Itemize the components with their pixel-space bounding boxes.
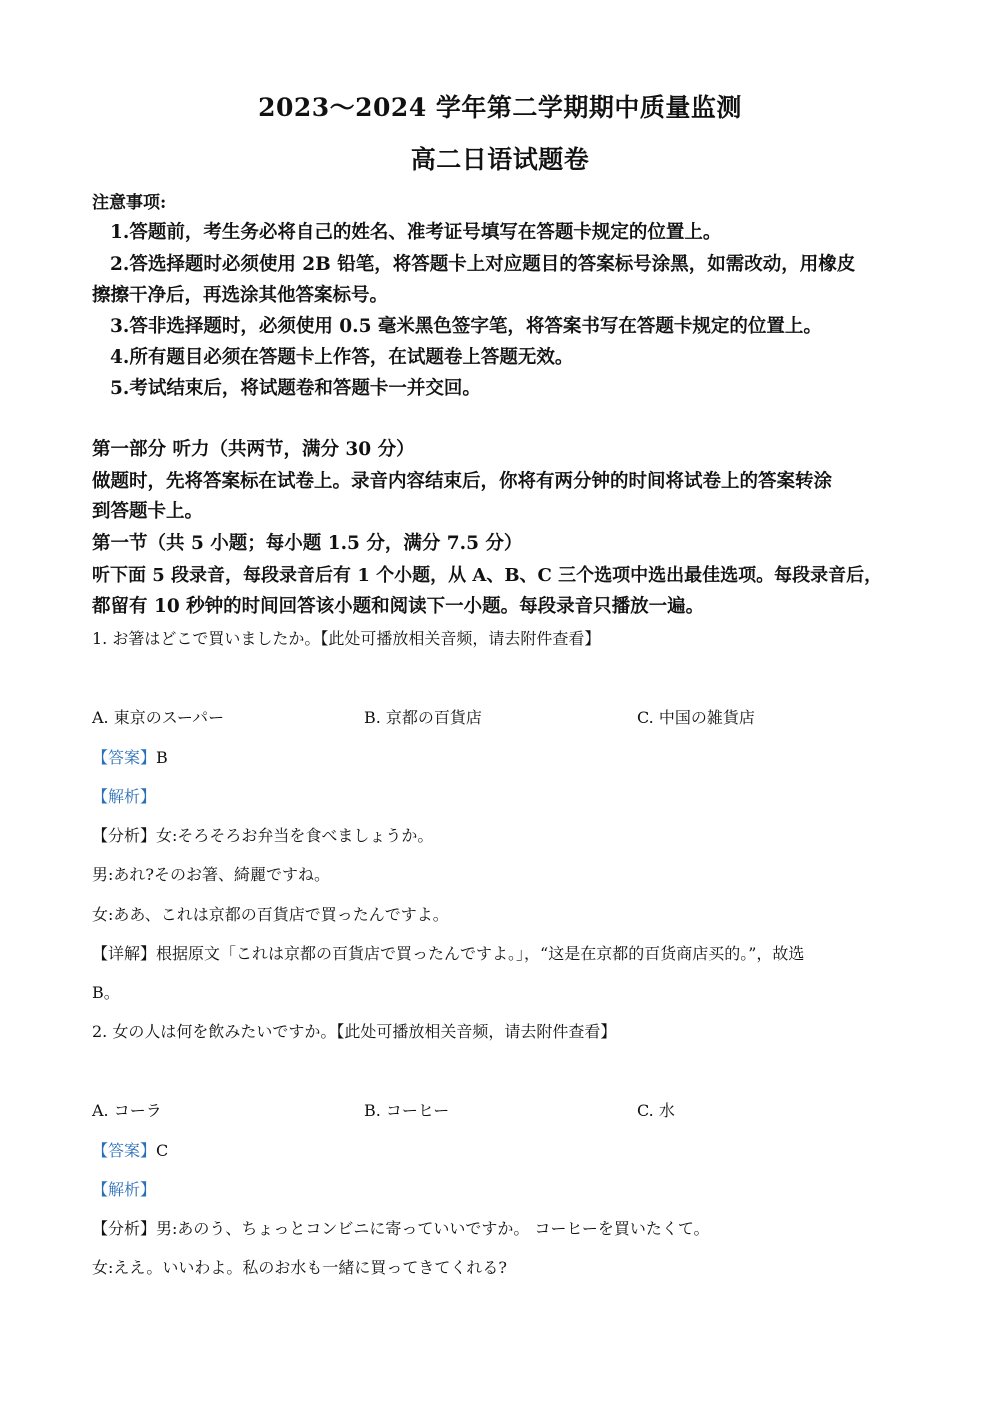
q2-option-c: C. 水 [637,1101,675,1120]
q1-option-a: A. 東京のスーパー [92,708,225,727]
question-2: 2. 女の人は何を飲みたいですか。【此处可播放相关音频，请去附件查看】 [92,1022,617,1041]
dialogue-line: 男:あのう、ちょっとコンビニに寄っていいですか。 コーヒーを買いたくて。 [156,1219,710,1238]
detail-tag: 【详解】 [92,944,157,963]
dialogue-line: 女:ええ。いいわよ。私のお水も一緒に買ってきてくれる? [92,1258,507,1277]
section1-instruction: 都留有 10 秒钟的时间回答该小题和阅读下一小题。每段录音只播放一遍。 [92,596,705,617]
note-item: 4.所有题目必须在答题卡上作答，在试题卷上答题无效。 [110,347,574,368]
section1-instruction: 听下面 5 段录音，每段录音后有 1 个小题，从 A、B、C 三个选项中选出最佳选项。每段录音后， [92,565,883,586]
q1-detail-cont: B。 [92,983,120,1002]
q1-option-c: C. 中国の雑貨店 [637,708,755,727]
fenxi-tag: 【分析】 [92,1219,157,1238]
part1-instruction: 做题时，先将答案标在试卷上。录音内容结束后，你将有两分钟的时间将试卷上的答案转涂 [92,471,833,492]
note-item: 1.答题前，考生务必将自己的姓名、准考证号填写在答题卡规定的位置上。 [110,222,722,243]
q2-option-b: B. コーヒー [364,1101,450,1120]
dialogue-line: 女:ああ、これは京都の百貨店で買ったんですよ。 [92,905,449,924]
q2-analysis-tag: 【解析】 [92,1180,157,1199]
q2-fenxi [92,1216,710,1239]
answer-tag: 【答案】 [92,748,157,767]
q2-answer [92,1138,168,1161]
question-1: 1. お箸はどこで買いましたか。【此处可播放相关音频，请去附件查看】 [92,629,601,648]
q1-detail [92,941,804,964]
q1-answer [92,745,168,768]
q1-fenxi [92,823,433,846]
section1-heading: 第一节（共 5 小题；每小题 1.5 分，满分 7.5 分） [92,533,523,554]
note-item: 擦擦干净后，再选涂其他答案标号。 [92,285,389,306]
note-item: 2.答选择题时必须使用 2B 铅笔，将答题卡上对应题目的答案标号涂黑，如需改动，用橡皮 [110,254,856,275]
detail-text: 根据原文「これは京都の百貨店で買ったんですよ。」，“这是在京都的百货商店买的。”，故选 [156,944,805,963]
dialogue-line: 女:そろそろお弁当を食べましょうか。 [156,826,434,845]
fenxi-tag: 【分析】 [92,826,157,845]
part1-instruction: 到答题卡上。 [92,501,204,522]
part1-heading: 第一部分 听力（共两节，满分 30 分） [92,439,415,460]
note-item: 3.答非选择题时，必须使用 0.5 毫米黑色签字笔，将答案书写在答题卡规定的位置上。 [110,316,822,337]
q1-option-b: B. 京都の百貨店 [364,708,482,727]
answer-tag: 【答案】 [92,1141,157,1160]
exam-subtitle: 高二日语试题卷 [410,145,590,174]
exam-title: 2023～2024 学年第二学期期中质量监测 [258,93,742,122]
answer-value: C [156,1141,169,1160]
notes-heading: 注意事项: [92,193,167,213]
dialogue-line: 男:あれ?そのお箸、綺麗ですね。 [92,865,330,884]
answer-value: B [156,748,168,767]
q2-option-a: A. コーラ [92,1101,162,1120]
q1-analysis-tag: 【解析】 [92,787,157,806]
note-item: 5.考试结束后，将试题卷和答题卡一并交回。 [110,378,481,399]
